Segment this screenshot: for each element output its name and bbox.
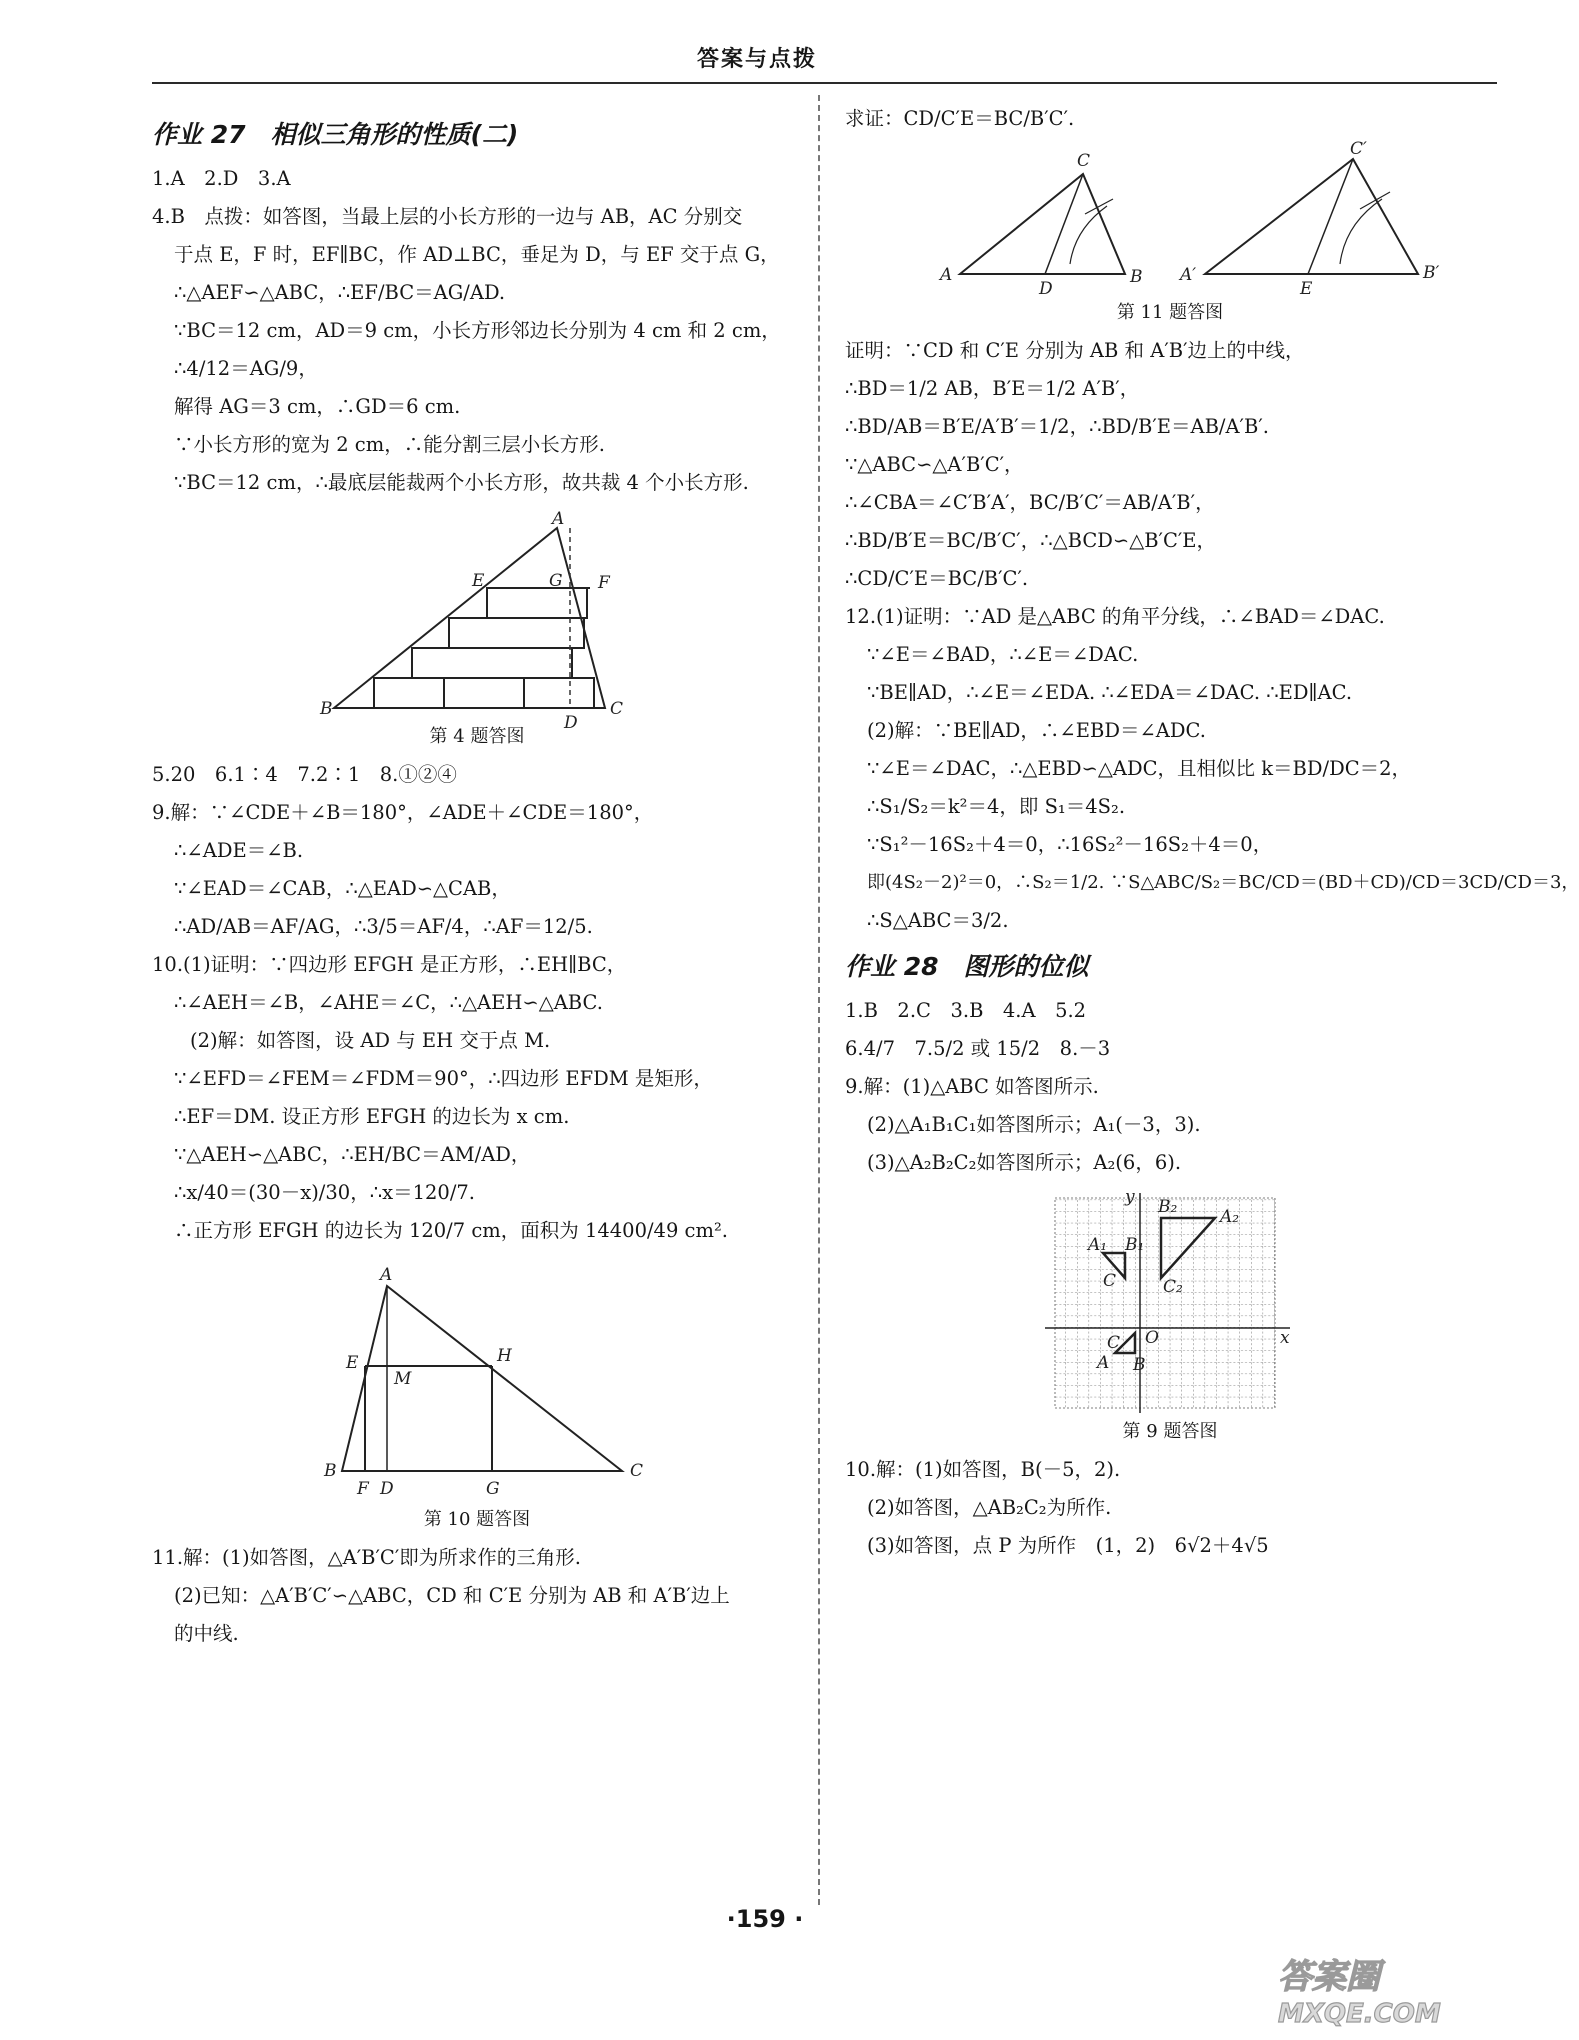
answer-line: 证明：∵CD 和 C′E 分别为 AB 和 A′B′边上的中线， — [845, 339, 1305, 362]
svg-text:C: C — [630, 1461, 644, 1481]
svg-text:C: C — [1103, 1271, 1117, 1291]
answer-line: ∵S₁²－16S₂＋4＝0，∴16S₂²－16S₂＋4＝0， — [867, 833, 1273, 856]
svg-text:B₁: B₁ — [1125, 1235, 1145, 1255]
svg-text:B: B — [1133, 1355, 1146, 1375]
svg-text:C′: C′ — [1350, 139, 1367, 159]
svg-text:B: B — [324, 1461, 337, 1481]
answer-line: 9.解：∵∠CDE＋∠B＝180°，∠ADE＋∠CDE＝180°， — [152, 801, 654, 824]
page-header-title: 答案与点拨 — [696, 47, 817, 72]
answer-line: 解得 AG＝3 cm，∴GD＝6 cm. — [174, 395, 461, 418]
figure-4-rectangles-in-triangle — [152, 508, 802, 733]
answer-line: 9.解：(1)△ABC 如答图所示. — [845, 1075, 1099, 1098]
figure-4-caption: 第 4 题答图 — [429, 726, 525, 747]
answer-line: (2)△A₁B₁C₁如答图所示；A₁(－3，3). — [867, 1113, 1201, 1136]
svg-text:H: H — [497, 1346, 512, 1366]
answer-line: (2)解：如答图，设 AD 与 EH 交于点 M. — [190, 1029, 551, 1052]
svg-text:G: G — [549, 571, 563, 591]
answer-line: ∵小长方形的宽为 2 cm，∴能分割三层小长方形. — [174, 433, 605, 456]
figure-9-coordinate-grid — [845, 1188, 1495, 1413]
svg-text:E: E — [1300, 279, 1313, 299]
answer-line: 1.A 2.D 3.A — [152, 167, 291, 190]
header-rule — [152, 82, 1497, 84]
svg-text:B: B — [1130, 267, 1143, 287]
svg-text:O: O — [1145, 1328, 1159, 1348]
svg-text:A₂: A₂ — [1220, 1207, 1240, 1227]
answer-line: 6.4/7 7.5/2 或 15/2 8.－3 — [845, 1037, 1111, 1060]
watermark-logo — [1268, 1950, 1508, 2030]
svg-text:D: D — [564, 713, 578, 733]
answer-line: 求证：CD/C′E＝BC/B′C′. — [845, 107, 1075, 130]
answer-line: ∴BD/AB＝B′E/A′B′＝1/2，∴BD/B′E＝AB/A′B′. — [845, 415, 1269, 438]
answer-line: ∴正方形 EFGH 的边长为 120/7 cm，面积为 14400/49 cm². — [174, 1219, 728, 1242]
answer-line: ∴S₁/S₂＝k²＝4，即 S₁＝4S₂. — [867, 795, 1126, 818]
answer-line: ∵∠EFD＝∠FEM＝∠FDM＝90°，∴四边形 EFDM 是矩形， — [174, 1067, 713, 1090]
answer-line: 10.解：(1)如答图，B(－5，2). — [845, 1458, 1121, 1481]
svg-text:F: F — [598, 573, 610, 593]
svg-text:A: A — [380, 1265, 393, 1285]
answer-line: ∴S△ABC＝3/2. — [867, 909, 1009, 932]
answer-line: ∵BE∥AD，∴∠E＝∠EDA. ∴∠EDA＝∠DAC. ∴ED∥AC. — [867, 681, 1353, 704]
answer-line: 11.解：(1)如答图，△A′B′C′即为所求作的三角形. — [152, 1546, 581, 1569]
answer-line: (2)解：∵BE∥AD，∴∠EBD＝∠ADC. — [867, 719, 1206, 742]
figure-9-caption: 第 9 题答图 — [1122, 1421, 1218, 1442]
svg-text:A: A — [940, 265, 953, 285]
answer-line: ∴x/40＝(30－x)/30，∴x＝120/7. — [174, 1181, 475, 1204]
answer-line: ∵∠EAD＝∠CAB，∴△EAD∽△CAB， — [174, 877, 511, 900]
answer-line: ∵∠E＝∠DAC，∴△EBD∽△ADC，且相似比 k＝BD/DC＝2， — [867, 757, 1412, 780]
svg-text:y: y — [1125, 1187, 1135, 1207]
answer-line: 4.B 点拨：如答图，当最上层的小长方形的一边与 AB，AC 分别交 — [152, 205, 743, 228]
answer-line: ∵∠E＝∠BAD，∴∠E＝∠DAC. — [867, 643, 1139, 666]
answer-line: (2)已知：△A′B′C′∽△ABC，CD 和 C′E 分别为 AB 和 A′B′边上 — [174, 1584, 730, 1607]
watermark-site: MXQE.COM — [1278, 1999, 1441, 2029]
answer-line: ∴∠AEH＝∠B，∠AHE＝∠C，∴△AEH∽△ABC. — [174, 991, 603, 1014]
answer-line: ∴EF＝DM. 设正方形 EFGH 的边长为 x cm. — [174, 1105, 570, 1128]
svg-text:x: x — [1280, 1328, 1290, 1348]
svg-text:B′: B′ — [1423, 263, 1440, 283]
svg-text:M: M — [394, 1369, 412, 1389]
right-column — [845, 100, 1579, 1565]
answer-line: ∴∠ADE＝∠B. — [174, 839, 304, 862]
svg-text:E: E — [472, 571, 485, 591]
watermark-text: 答案圈 — [1278, 1957, 1380, 1997]
answer-line: ∴BD/B′E＝BC/B′C′，∴△BCD∽△B′C′E， — [845, 529, 1217, 552]
figure-11-caption: 第 11 题答图 — [1116, 302, 1224, 323]
svg-text:C: C — [610, 699, 624, 719]
svg-text:G: G — [486, 1479, 500, 1499]
answer-line: 5.20 6.1∶4 7.2∶1 8.①②④ — [152, 763, 457, 786]
svg-text:C: C — [1107, 1333, 1121, 1353]
page-number: ·159 · — [726, 1905, 804, 1933]
answer-line: ∵△AEH∽△ABC，∴EH/BC＝AM/AD， — [174, 1143, 531, 1166]
svg-text:C₂: C₂ — [1163, 1277, 1183, 1297]
answer-line: ∴∠CBA＝∠C′B′A′，BC/B′C′＝AB/A′B′， — [845, 491, 1215, 514]
svg-text:B: B — [320, 699, 333, 719]
answer-line: 即(4S₂－2)²＝0，∴S₂＝1/2. ∵S△ABC/S₂＝BC/CD＝(BD＋CD)/CD＝3CD/CD＝3， — [867, 872, 1579, 893]
svg-text:D: D — [380, 1479, 394, 1499]
svg-text:A₁: A₁ — [1088, 1235, 1108, 1255]
section-title-27: 作业 27 相似三角形的性质(二) — [152, 120, 519, 149]
svg-text:F: F — [357, 1479, 369, 1499]
answer-line: ∵BC＝12 cm，AD＝9 cm，小长方形邻边长分别为 4 cm 和 2 cm， — [174, 319, 781, 342]
answer-line: 于点 E，F 时，EF∥BC，作 AD⊥BC，垂足为 D，与 EF 交于点 G， — [174, 243, 780, 266]
figure-10-caption: 第 10 题答图 — [423, 1509, 531, 1530]
svg-text:B₂: B₂ — [1158, 1197, 1178, 1217]
figure-10-square-in-triangle — [152, 1256, 802, 1501]
svg-text:A: A — [1097, 1353, 1110, 1373]
answer-line: ∴AD/AB＝AF/AG，∴3/5＝AF/4，∴AF＝12/5. — [174, 915, 593, 938]
svg-text:A′: A′ — [1180, 265, 1197, 285]
figure-11-similar-triangles — [845, 139, 1495, 299]
answer-line: 1.B 2.C 3.B 4.A 5.2 — [845, 999, 1087, 1022]
answer-line: (2)如答图，△AB₂C₂为所作. — [867, 1496, 1112, 1519]
answer-line: ∴BD＝1/2 AB，B′E＝1/2 A′B′， — [845, 377, 1140, 400]
svg-text:C: C — [1077, 151, 1091, 171]
answer-line: ∴△AEF∽△ABC，∴EF/BC＝AG/AD. — [174, 281, 506, 304]
answer-line: ∴4/12＝AG/9， — [174, 357, 318, 380]
answer-line: 的中线. — [174, 1622, 239, 1645]
column-divider — [818, 95, 820, 1905]
answer-line: 12.(1)证明：∵AD 是△ABC 的角平分线，∴∠BAD＝∠DAC. — [845, 605, 1385, 628]
svg-text:E: E — [346, 1353, 359, 1373]
svg-text:A: A — [552, 509, 565, 529]
answer-line: ∵BC＝12 cm，∴最底层能裁两个小长方形，故共裁 4 个小长方形. — [174, 471, 749, 494]
answer-line: 10.(1)证明：∵四边形 EFGH 是正方形，∴EH∥BC， — [152, 953, 627, 976]
svg-text:D: D — [1039, 279, 1053, 299]
left-column — [152, 108, 802, 1653]
answer-line: (3)△A₂B₂C₂如答图所示；A₂(6，6). — [867, 1151, 1182, 1174]
answer-line: ∵△ABC∽△A′B′C′， — [845, 453, 1024, 476]
answer-line: (3)如答图，点 P 为所作 (1，2) 6√2＋4√5 — [867, 1534, 1269, 1557]
section-title-28: 作业 28 图形的位似 — [845, 952, 1089, 981]
answer-line: ∴CD/C′E＝BC/B′C′. — [845, 567, 1029, 590]
